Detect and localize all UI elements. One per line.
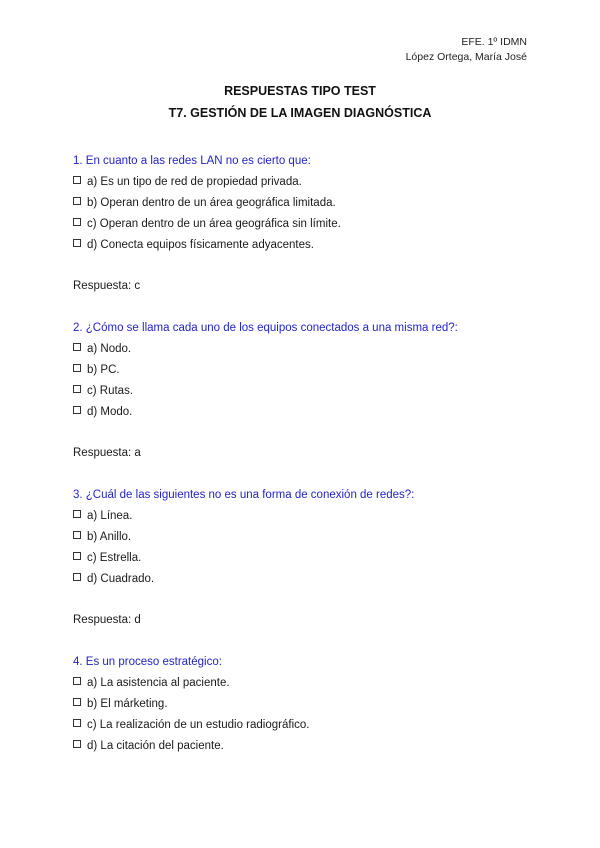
option-label: c) Rutas. (87, 385, 134, 397)
option-label: d) Modo. (87, 406, 133, 418)
checkbox-icon[interactable] (73, 552, 81, 560)
option-c[interactable] (73, 383, 533, 404)
checkbox-icon[interactable] (73, 406, 81, 414)
checkbox-icon[interactable] (73, 740, 81, 748)
checkbox-icon[interactable] (73, 531, 81, 539)
option-c[interactable] (73, 216, 533, 237)
checkbox-icon[interactable] (73, 719, 81, 727)
question-text: 4. Es un proceso estratégico: (73, 656, 222, 668)
option-a[interactable] (73, 675, 533, 696)
option-label: c) La realización de un estudio radiográfico. (87, 719, 310, 731)
option-c[interactable] (73, 717, 533, 738)
title-line-2: T7. GESTIÓN DE LA IMAGEN DIAGNÓSTICA (168, 106, 432, 120)
option-label: b) PC. (87, 364, 120, 376)
option-label: d) Cuadrado. (87, 573, 155, 585)
checkbox-icon[interactable] (73, 573, 81, 581)
answer-text: Respuesta: d (73, 614, 141, 626)
option-label: a) Línea. (87, 510, 133, 522)
question-text: 2. ¿Cómo se llama cada uno de los equipos conectados a una misma red?: (73, 322, 458, 334)
option-label: d) La citación del paciente. (87, 740, 224, 752)
checkbox-icon[interactable] (73, 364, 81, 372)
checkbox-icon[interactable] (73, 343, 81, 351)
question-1 (73, 153, 533, 295)
option-label: c) Estrella. (87, 552, 142, 564)
title-line-1: RESPUESTAS TIPO TEST (224, 84, 376, 98)
option-b[interactable] (73, 362, 533, 383)
question-text: 3. ¿Cuál de las siguientes no es una forma de conexión de redes?: (73, 489, 415, 501)
option-a[interactable] (73, 341, 533, 362)
author-name: López Ortega, María José (405, 51, 527, 63)
option-label: a) La asistencia al paciente. (87, 677, 230, 689)
course-label: EFE. 1º IDMN (461, 36, 527, 48)
option-d[interactable] (73, 571, 533, 592)
option-label: d) Conecta equipos físicamente adyacentes. (87, 239, 314, 251)
answer-text: Respuesta: a (73, 447, 141, 459)
option-label: b) El márketing. (87, 698, 168, 710)
option-label: c) Operan dentro de un área geográfica sin límite. (87, 218, 341, 230)
page-title (0, 80, 600, 124)
option-label: a) Nodo. (87, 343, 132, 355)
option-b[interactable] (73, 529, 533, 550)
option-a[interactable] (73, 508, 533, 529)
question-4 (73, 654, 533, 759)
option-a[interactable] (73, 174, 533, 195)
option-label: b) Operan dentro de un área geográfica limitada. (87, 197, 336, 209)
document-header (406, 35, 527, 65)
question-2 (73, 320, 533, 462)
option-label: a) Es un tipo de red de propiedad privada. (87, 176, 302, 188)
option-d[interactable] (73, 738, 533, 759)
checkbox-icon[interactable] (73, 239, 81, 247)
checkbox-icon[interactable] (73, 197, 81, 205)
answer-text: Respuesta: c (73, 280, 141, 292)
option-d[interactable] (73, 237, 533, 258)
question-text: 1. En cuanto a las redes LAN no es cierto que: (73, 155, 311, 167)
option-label: b) Anillo. (87, 531, 132, 543)
option-c[interactable] (73, 550, 533, 571)
checkbox-icon[interactable] (73, 176, 81, 184)
option-b[interactable] (73, 696, 533, 717)
option-b[interactable] (73, 195, 533, 216)
checkbox-icon[interactable] (73, 510, 81, 518)
question-3 (73, 487, 533, 629)
checkbox-icon[interactable] (73, 385, 81, 393)
checkbox-icon[interactable] (73, 677, 81, 685)
checkbox-icon[interactable] (73, 218, 81, 226)
checkbox-icon[interactable] (73, 698, 81, 706)
option-d[interactable] (73, 404, 533, 425)
